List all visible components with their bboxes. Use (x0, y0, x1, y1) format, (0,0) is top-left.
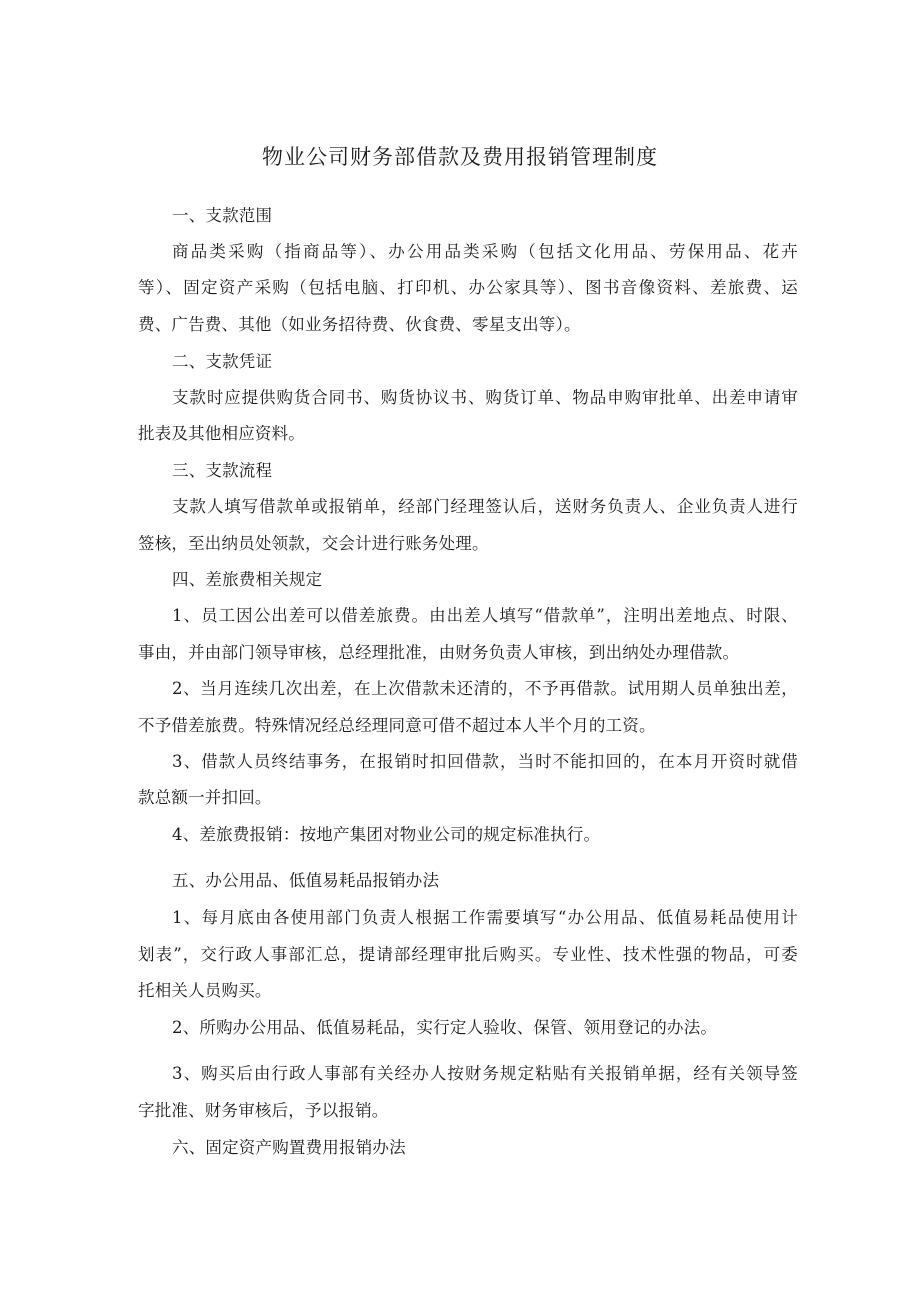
paragraph-line: 不予借差旅费。特殊情况经总经理同意可借不超过本人半个月的工资。 (138, 716, 656, 735)
paragraph-line: 款总额一并扣回。 (138, 788, 272, 807)
section-heading-3: 三、支款流程 (172, 461, 273, 480)
section-heading-5: 五、办公用品、低值易耗品报销办法 (172, 871, 440, 890)
document-title: 物业公司财务部借款及费用报销管理制度 (262, 145, 658, 169)
paragraph-line: 2、当月连续几次出差，在上次借款未还清的，不予再借款。试用期人员单独出差， (172, 679, 798, 698)
paragraph-line: 字批准、财务审核后，予以报销。 (138, 1101, 389, 1120)
paragraph-line: 商品类采购（指商品等）、办公用品类采购（包括文化用品、劳保用品、花卉 (172, 242, 798, 261)
paragraph-line: 批表及其他相应资料。 (138, 424, 305, 443)
paragraph-line: 支款时应提供购货合同书、购货协议书、购货订单、物品申购审批单、出差申请审 (172, 388, 798, 407)
section-heading-6: 六、固定资产购置费用报销办法 (172, 1138, 406, 1157)
paragraph-line: 签核，至出纳员处领款，交会计进行账务处理。 (138, 534, 489, 553)
section-heading-2: 二、支款凭证 (172, 352, 273, 371)
paragraph-line: 4、差旅费报销：按地产集团对物业公司的规定标准执行。 (172, 825, 601, 844)
paragraph-line: 支款人填写借款单或报销单，经部门经理签认后，送财务负责人、企业负责人进行 (172, 497, 798, 516)
paragraph-line: 3、借款人员终结事务，在报销时扣回借款，当时不能扣回的，在本月开资时就借 (172, 752, 798, 771)
paragraph-line: 1、每月底由各使用部门负责人根据工作需要填写“办公用品、低值易耗品使用计 (172, 908, 798, 927)
paragraph-line: 托相关人员购买。 (138, 981, 272, 1000)
paragraph-line: 等）、固定资产采购（包括电脑、打印机、办公家具等）、图书音像资料、差旅费、运 (138, 278, 798, 297)
section-heading-1: 一、支款范围 (172, 206, 273, 225)
paragraph-line: 3、购买后由行政人事部有关经办人按财务规定粘贴有关报销单据，经有关领导签 (172, 1064, 798, 1083)
paragraph-line: 事由，并由部门领导审核，总经理批准，由财务负责人审核，到出纳处办理借款。 (138, 643, 740, 662)
paragraph-line: 2、所购办公用品、低值易耗品，实行定人验收、保管、领用登记的办法。 (172, 1018, 718, 1037)
section-heading-4: 四、差旅费相关规定 (172, 570, 323, 589)
paragraph-line: 费、广告费、其他（如业务招待费、伙食费、零星支出等）。 (138, 315, 581, 334)
paragraph-line: 1、员工因公出差可以借差旅费。由出差人填写“借款单”，注明出差地点、时限、 (172, 606, 798, 625)
paragraph-line: 划表”，交行政人事部汇总，提请部经理审批后购买。专业性、技术性强的物品，可委 (138, 945, 798, 964)
